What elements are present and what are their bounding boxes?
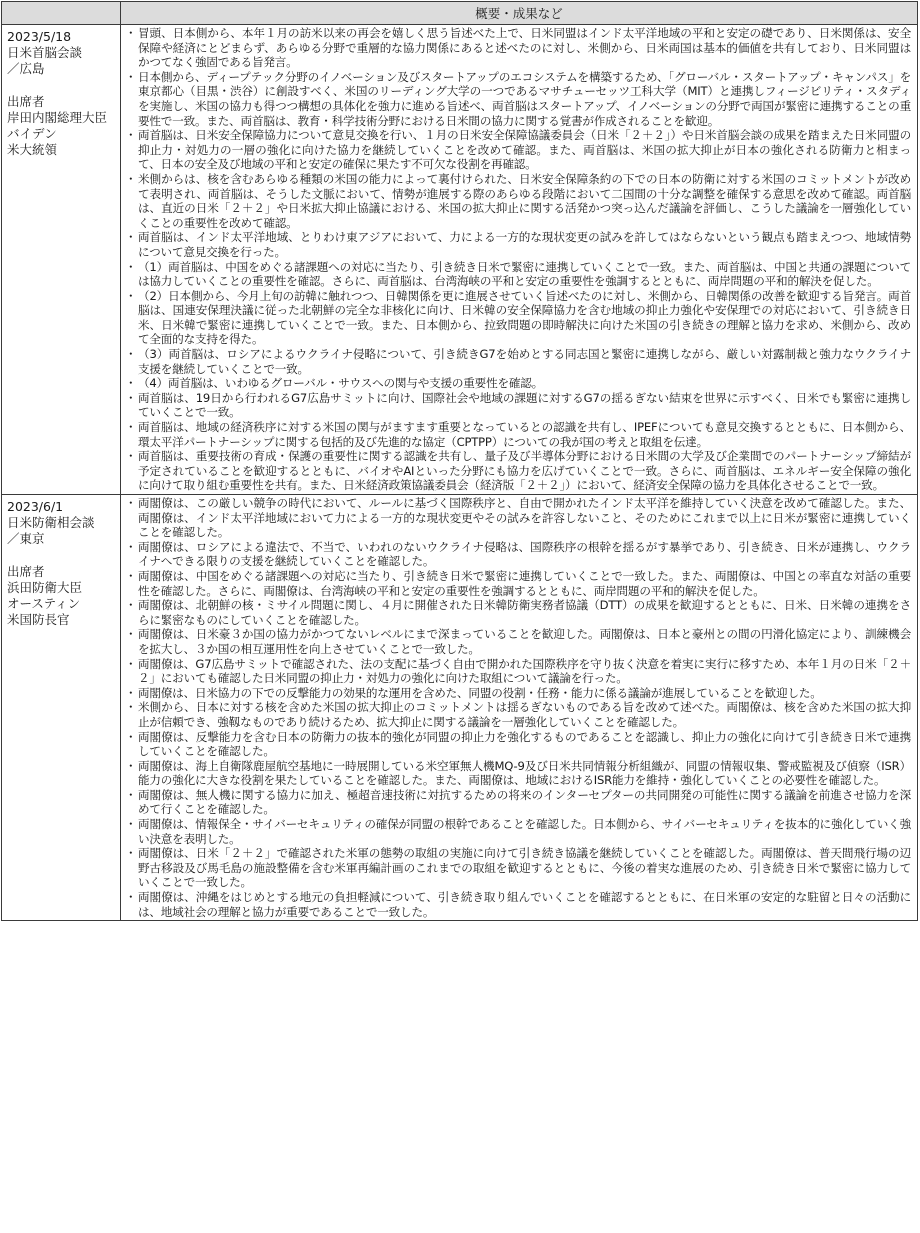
- summary-bullet-item: ・ 米側からは、核を含むあらゆる種類の米国の能力によって裏付けられた、日米安全保障条約の下での日本の防衛に対する米国のコミットメントが改めて表明され、両首脳は、そうした文脈において、情勢が進展する際のあらゆる段階において二国間の十分な調整を確保する意思を改めて確認。両首脳は、直近の日米「２＋２」や日米拡大抑止協議における、米国の拡大抑止に関する活発かつ突っ込んだ議論を評価し、こうした議論を一層強化していくことの重要性を改めて確認。: [126, 172, 911, 230]
- header-row: [2, 2, 918, 25]
- summary-bullet-item: ・ 両首脳は、地域の経済秩序に対する米国の関与がますます重要となっているとの認識を共有し、IPEFについても意見交換するとともに、日本側から、環太平洋パートナーシップに関する包括的及び先進的な協定（CPTPP）についての我が国の考えと取組を伝達。: [126, 420, 911, 449]
- summary-bullet-item: ・ 両閣僚は、G7広島サミットで確認された、法の支配に基づく自由で開かれた国際秩序を守り抜く決意を着実に実行に移すため、本年１月の日米「２＋２」においても確認した日米同盟の抑止力・対処力の強化に向けた取組について議論を行った。: [126, 657, 911, 686]
- defense-ministers-row: [2, 495, 918, 921]
- meeting-info-line: 出席者: [7, 93, 45, 109]
- header-summary-column: 概要・成果など: [121, 2, 918, 25]
- meetings-table: [1, 1, 918, 921]
- summary-bullet-item: ・ 両閣僚は、日米協力の下での反撃能力の効果的な運用を含めた、同盟の役割・任務・能力に係る議論が進展していることを歓迎した。: [126, 686, 911, 701]
- spacer: [7, 78, 117, 94]
- summary-bullet-item: ・ 両首脳は、日米安全保障協力について意見交換を行い、１月の日米安全保障協議委員会（日米「２＋２」）や日米首脳会談の成果を踏まえた日米同盟の抑止力・対処力の一層の強化に向けた協力を継続していくことを改めて確認。また、両首脳は、米国の拡大抑止が日本の強化される防衛力と相まって、日本の安全及び地域の平和と安定の確保に果たす不可欠な役割を再確認。: [126, 128, 911, 172]
- summary-bullet-item: ・ （3）両首脳は、ロシアによるウクライナ侵略について、引き続きG7を始めとする同志国と緊密に連携しながら、厳しい対露制裁と強力なウクライナ支援を継続していくことで一致。: [126, 347, 911, 376]
- summary-cell: [121, 25, 918, 495]
- meeting-info-line: 日米首脳会談: [7, 45, 83, 61]
- meeting-info-line: バイデン: [7, 126, 57, 142]
- spacer: [7, 548, 117, 564]
- summary-bullet-item: ・ 米側から、日本に対する核を含めた米国の拡大抑止のコミットメントは揺るぎないものである旨を改めて述べた。両閣僚は、核を含めた米国の拡大抑止が信頼でき、強靱なものであり続けるため、拡大抑止に関する議論を一層強化していくことを確認した。: [126, 700, 911, 729]
- summary-bullet-item: ・ 両首脳は、インド太平洋地域、とりわけ東アジアにおいて、力による一方的な現状変更の試みを許してはならないという観点も踏まえつつ、地域情勢について意見交換を行った。: [126, 230, 911, 259]
- summary-bullet-item: ・ （4）両首脳は、いわゆるグローバル・サウスへの関与や支援の重要性を確認。: [126, 376, 911, 391]
- summary-list: [126, 496, 911, 919]
- summary-cell: [121, 495, 918, 921]
- meeting-info-line: 日米防衛相会談: [7, 515, 95, 531]
- meeting-info-line: 岸田内閣総理大臣: [7, 109, 108, 125]
- meeting-info-line: ／東京: [7, 531, 45, 547]
- summary-bullet-item: ・ （1）両首脳は、中国をめぐる諸課題への対応に当たり、引き続き日米で緊密に連携していくことで一致。また、両首脳は、中国と共通の課題については協力していくことの重要性を確認。さらに、両首脳は、台湾海峡の平和と安定の重要性を強調するとともに、両岸問題の平和的解決を促した。: [126, 260, 911, 289]
- summary-bullet-item: ・ 両閣僚は、海上自衛隊鹿屋航空基地に一時展開している米空軍無人機MQ-9及び日米共同情報分析組織が、同盟の情報収集、警戒監視及び偵察（ISR）能力の強化に大きな役割を果たしていることを確認した。また、両閣僚は、地域におけるISR能力を維持・強化していくことの必要性を確認した。: [126, 759, 911, 788]
- meeting-info-line: 2023/5/18: [7, 29, 72, 44]
- summary-bullet-item: ・ 両閣僚は、ロシアによる違法で、不当で、いわれのないウクライナ侵略は、国際秩序の根幹を揺るがす暴挙であり、引き続き、日米が連携し、ウクライナへできる限りの支援を継続していくことを確認した。: [126, 540, 911, 569]
- summary-bullet-item: ・ 両閣僚は、中国をめぐる諸課題への対応に当たり、引き続き日米で緊密に連携していくことで一致した。また、両閣僚は、中国との率直な対話の重要性を確認した。さらに、両閣僚は、台湾海峡の平和と安定の重要性を強調するとともに、両岸問題の平和的解決を促した。: [126, 569, 911, 598]
- summary-bullet-item: ・ 日本側から、ディープテック分野のイノベーション及びスタートアップのエコシステムを構築するため、「グローバル・スタートアップ・キャンパス」を東京都心（目黒・渋谷）に創設すべく、米国のリーディング大学の一つであるマサチューセッツ工科大学（MIT）と連携しフィージビリティ・スタディを実施し、米国の協力も得つつ構想の具体化を強力に進める旨述べ、両首脳はスタートアップ、イノベーションの分野で両国が緊密に連携することの重要性で一致。また、両首脳は、教育・科学技術分野における日米間の協力に関する覚書が作成されることを歓迎。: [126, 70, 911, 128]
- meeting-info-line: ／広島: [7, 61, 45, 77]
- meeting-info-line: 2023/6/1: [7, 499, 64, 514]
- meeting-info-cell: [2, 495, 121, 921]
- summary-bullet-item: ・ 両閣僚は、反撃能力を含む日本の防衛力の抜本的強化が同盟の抑止力を強化するものであることを認識し、抑止力の強化に向けて引き続き日米で連携していくことを確認した。: [126, 730, 911, 759]
- meeting-info-line: オースティン: [7, 596, 81, 612]
- summary-bullet-item: ・ 両閣僚は、無人機に関する協力に加え、極超音速技術に対抗するための将来のインターセプターの共同開発の可能性に関する議論を前進させ協力を深めて行くことを確認した。: [126, 788, 911, 817]
- header-meeting-column: [2, 2, 121, 25]
- summary-bullet-item: ・ 両閣僚は、日米「２＋２」で確認された米軍の態勢の取組の実施に向けて引き続き協議を継続していくことを確認した。両閣僚は、普天間飛行場の辺野古移設及び馬毛島の施設整備を含む米軍再編計画のこれまでの取組を歓迎するとともに、今後の着実な進展のため、引き続き日米で緊密に協力していくことで一致した。: [126, 846, 911, 890]
- summary-bullet-item: ・ 両閣僚は、この厳しい競争の時代において、ルールに基づく国際秩序と、自由で開かれたインド太平洋を維持していく決意を改めて確認した。また、両閣僚は、インド太平洋地域において力による一方的な現状変更やその試みを許容しないこと、そのためにこれまで以上に日米が緊密に連携していくことを確認した。: [126, 496, 911, 540]
- summary-bullet-item: ・ 両閣僚は、沖縄をはじめとする地元の負担軽減について、引き続き取り組んでいくことを確認するとともに、在日米軍の安定的な駐留と日々の活動には、地域社会の理解と協力が重要であることで一致した。: [126, 890, 911, 919]
- summary-bullet-item: ・ 両閣僚は、日米豪３か国の協力がかつてないレベルにまで深まっていることを歓迎した。両閣僚は、日本と豪州との間の円滑化協定により、訓練機会を拡大し、３か国の相互運用性を向上させていくことで一致した。: [126, 627, 911, 656]
- meeting-info-cell: [2, 25, 121, 495]
- summary-list: [126, 26, 911, 493]
- summary-bullet-item: ・ 両閣僚は、北朝鮮の核・ミサイル問題に関し、４月に開催された日米韓防衛実務者協議（DTT）の成果を歓迎するとともに、日米、日米韓の連携をさらに緊密なものにしていくことを確認した。: [126, 598, 911, 627]
- summary-bullet-item: ・ 両首脳は、19日から行われるG7広島サミットに向け、国際社会や地域の課題に対するG7の揺るぎない結束を世界に示すべく、日米でも緊密に連携していくことで一致。: [126, 391, 911, 420]
- meeting-info-line: 米国防長官: [7, 612, 70, 628]
- meeting-info-line: 出席者: [7, 563, 45, 579]
- summary-bullet-item: ・ 両首脳は、重要技術の育成・保護の重要性に関する認識を共有し、量子及び半導体分野における日米間の大学及び企業間でのパートナーシップ締結が予定されていることを歓迎するとともに、バイオやAIといった分野にも協力を広げていくことで一致。さらに、両首脳は、エネルギー安全保障の強化に向けて取り組む重要性を共有。また、日米経済政策協議委員会（経済版「２＋２」）において、経済安全保障の協力を具体化させることで一致。: [126, 449, 911, 493]
- summary-bullet-item: ・ （2）日本側から、今月上旬の訪韓に触れつつ、日韓関係を更に進展させていく旨述べたのに対し、米側から、日韓関係の改善を歓迎する旨発言。両首脳は、国連安保理決議に従った北朝鮮の完全な非核化に向け、日米韓の安全保障協力を含む地域の抑止力強化や安保理での対応において、引き続き日米、日米韓で緊密に連携していくことで一致。また、日本側から、拉致問題の即時解決に向けた米国の引き続きの理解と協力を求め、米側から、改めて全面的な支持を得た。: [126, 289, 911, 347]
- summary-bullet-item: ・ 両閣僚は、情報保全・サイバーセキュリティの確保が同盟の根幹であることを確認した。日本側から、サイバーセキュリティを抜本的に強化していく強い決意を表明した。: [126, 817, 911, 846]
- summary-bullet-item: ・ 冒頭、日本側から、本年１月の訪米以来の再会を嬉しく思う旨述べた上で、日米同盟はインド太平洋地域の平和と安定の礎であり、日米関係は、安全保障や経済にとどまらず、あらゆる分野で重層的な協力関係にあると述べたのに対し、米側から、日米両国は基本的価値を共有しており、日米同盟はかつてなく強固である旨発言。: [126, 26, 911, 70]
- meeting-info-line: 米大統領: [7, 142, 58, 158]
- table-body: [2, 25, 918, 921]
- summit-row: [2, 25, 918, 495]
- meeting-info-line: 浜田防衛大臣: [7, 579, 83, 595]
